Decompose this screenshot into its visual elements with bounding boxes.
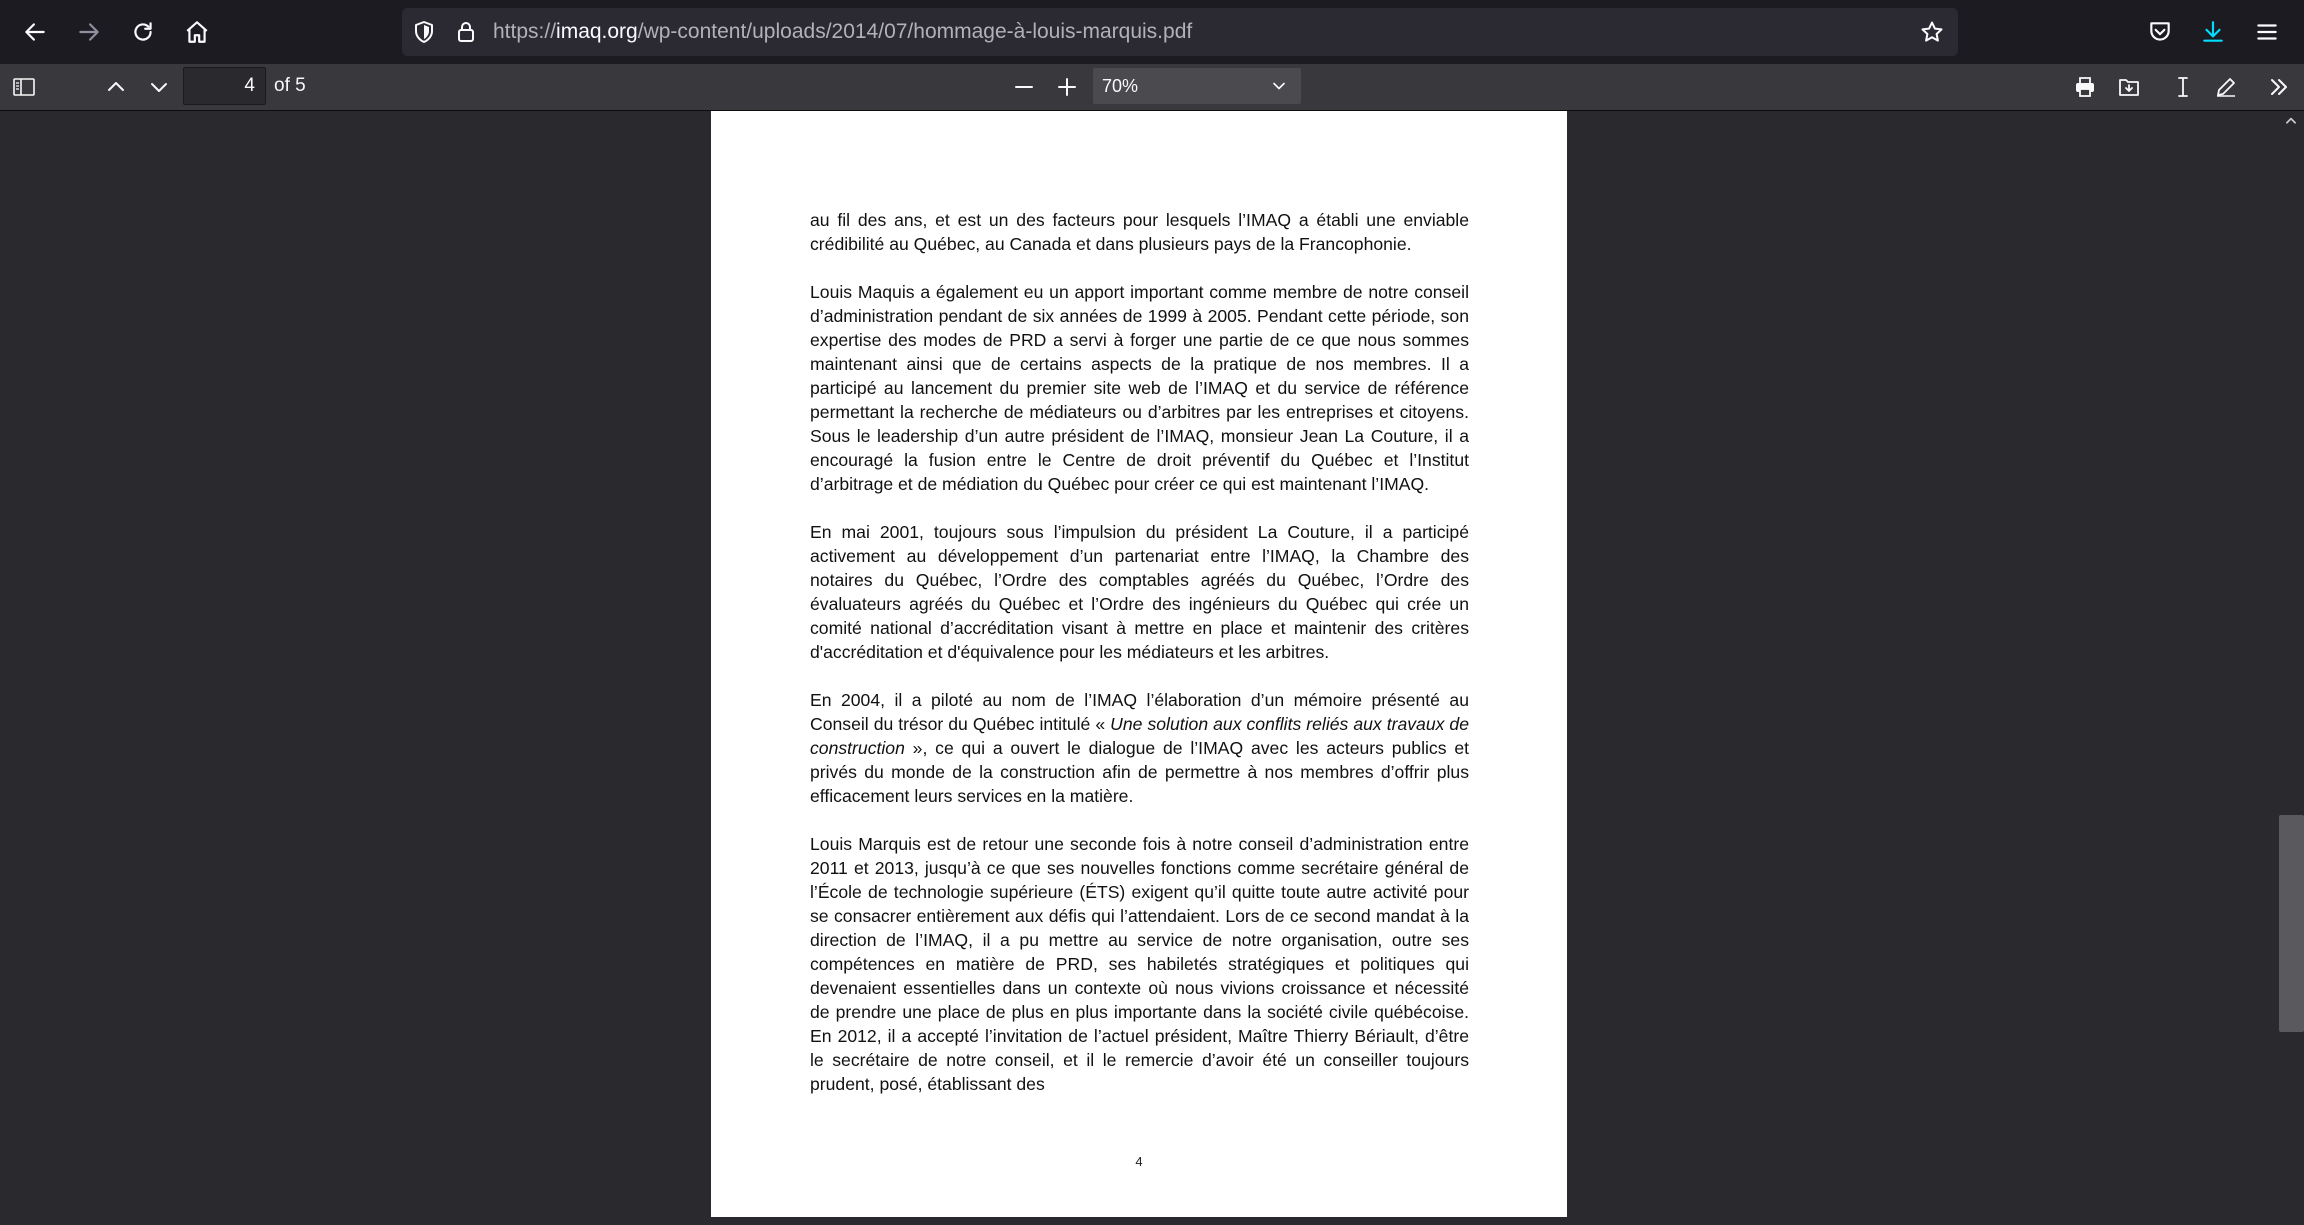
scrollbar-track[interactable] (2277, 111, 2304, 1225)
url-host: imaq.org (556, 20, 638, 43)
lock-icon (454, 20, 478, 44)
paragraph: Louis Maquis a également eu un apport important comme membre de notre conseil d’administration pendant de six années de 1999 à 2005. Pendant cette période, son expertise des modes de PRD a servi à forger une partie de ce que nous sommes maintenant ainsi que de certains aspects de la pratique de nos membres. Il a participé au lancement du premier site web de l’IMAQ et du service de référence permettant la recherche de médiateurs ou d’arbitres par les entreprises et citoyens. Sous le leadership d’un autre président de l’IMAQ, monsieur Jean La Couture, il a encouragé la fusion entre le Centre de droit préventif du Québec et l’Institut d’arbitrage et de médiation du Québec pour créer ce qui est maintenant l’IMAQ. (810, 282, 1469, 494)
menu-icon (2254, 19, 2280, 45)
scroll-up-button[interactable] (2284, 114, 2298, 128)
toggle-sidebar-button[interactable] (6, 70, 42, 104)
paragraph: Louis Marquis est de retour une seconde fois à notre conseil d’administration entre 2011 et 2013, jusqu’à ce que ses nouvelles fonctions comme secrétaire général de l’École de technologie supérieure (ÉTS) exigent qu’il quitte toute autre activité pour se consacrer entièrement aux défis qui l’attendaient. Lors de ce second mandat à la direction de l’IMAQ, il a pu mettre au service de notre organisation, outre ses compétences en matière de PRD, ses habiletés stratégiques et politiques qui devenaient essentielles dans un contexte où nous vivions croissance et nécessité de prendre une place de plus en plus importante dans la société civile québécoise. En 2012, il a accepté l’invitation de l’actuel président, Maître Thierry Bériault, d’être le secrétaire de notre conseil, et il le remercie d’avoir été un conseiller toujours prudent, posé, établissant des (810, 834, 1469, 1094)
scrollbar-thumb[interactable] (2279, 815, 2304, 1032)
save-download-icon (2117, 75, 2141, 99)
page-footer-number: 4 (1135, 1154, 1143, 1169)
chevron-up-icon (2284, 114, 2298, 128)
reload-button[interactable] (123, 12, 163, 52)
text-cursor-icon (2171, 75, 2195, 99)
pdf-viewer-container[interactable] (0, 111, 2277, 1225)
zoom-in-button[interactable] (1049, 70, 1085, 104)
zoom-value: 70% (1102, 76, 1139, 96)
zoom-select[interactable] (1093, 68, 1301, 104)
url-bar[interactable] (402, 8, 1958, 56)
memoir-title: Une solution aux conflits reliés aux travaux de construction (810, 714, 1470, 758)
sidebar-toggle-icon (12, 75, 36, 99)
draw-tool-button[interactable] (2208, 70, 2244, 104)
paragraph: au fil des ans, et est un des facteurs pour lesquels l’IMAQ a établi une enviable crédibilité au Québec, au Canada et dans plusieurs pays de la Francophonie. (810, 210, 1469, 254)
forward-icon (76, 19, 102, 45)
paragraph-text: », ce qui a ouvert le dialogue de l’IMAQ avec les acteurs publics et privés du monde de la construction afin de permettre à nos membres d’offrir plus efficacement leurs services en la matière. (810, 738, 1469, 806)
browser-nav-bar (0, 0, 2304, 64)
forward-button[interactable] (69, 12, 109, 52)
page-text-body (810, 208, 1469, 1096)
downloads-icon (2200, 19, 2226, 45)
tracking-protection-button[interactable] (408, 16, 440, 48)
page-count-label: of 5 (274, 75, 306, 96)
minus-icon (1012, 75, 1036, 99)
chevron-down-icon (1269, 76, 1289, 96)
plus-icon (1055, 75, 1079, 99)
bookmark-star-icon (1920, 20, 1944, 44)
print-button[interactable] (2067, 70, 2103, 104)
back-icon (22, 19, 48, 45)
zoom-out-button[interactable] (1006, 70, 1042, 104)
shield-icon (412, 20, 436, 44)
pocket-icon (2147, 19, 2173, 45)
paragraph (810, 688, 1469, 808)
reload-icon (130, 19, 156, 45)
bookmark-button[interactable] (1916, 16, 1948, 48)
save-button[interactable] (2111, 70, 2147, 104)
downloads-button[interactable] (2193, 12, 2233, 52)
next-page-button[interactable] (141, 70, 177, 104)
chevron-up-icon (104, 75, 128, 99)
site-info-button[interactable] (450, 16, 482, 48)
text-tool-button[interactable] (2165, 70, 2201, 104)
pen-icon (2214, 75, 2238, 99)
pdf-page (711, 111, 1567, 1217)
url-prefix: https:// (493, 20, 557, 43)
chevron-down-icon (147, 75, 171, 99)
home-icon (184, 19, 210, 45)
app-menu-button[interactable] (2247, 12, 2287, 52)
pocket-button[interactable] (2140, 12, 2180, 52)
printer-icon (2073, 75, 2097, 99)
url-text[interactable] (493, 20, 1192, 44)
home-button[interactable] (177, 12, 217, 52)
paragraph-text: En 2004, il a piloté au nom de l’IMAQ l’élaboration d’un mémoire présenté au Conseil du trésor du Québec intitulé « (810, 690, 1469, 734)
url-path: /wp-content/uploads/2014/07/hommage-à-louis-marquis.pdf (637, 20, 1193, 43)
double-chevron-right-icon (2267, 75, 2291, 99)
back-button[interactable] (15, 12, 55, 52)
paragraph: En mai 2001, toujours sous l’impulsion du président La Couture, il a participé activement au développement d’un partenariat entre l’IMAQ, la Chambre des notaires du Québec, l’Ordre des comptables agréés du Québec, l’Ordre des évaluateurs agréés du Québec et l’Ordre des ingénieurs du Québec qui crée un comité national d’accréditation visant à mettre en place et maintenir des critères d'accréditation et d'équivalence pour les médiateurs et les arbitres. (810, 522, 1469, 662)
tools-menu-button[interactable] (2261, 70, 2297, 104)
page-number-input[interactable] (183, 67, 266, 105)
previous-page-button[interactable] (98, 70, 134, 104)
